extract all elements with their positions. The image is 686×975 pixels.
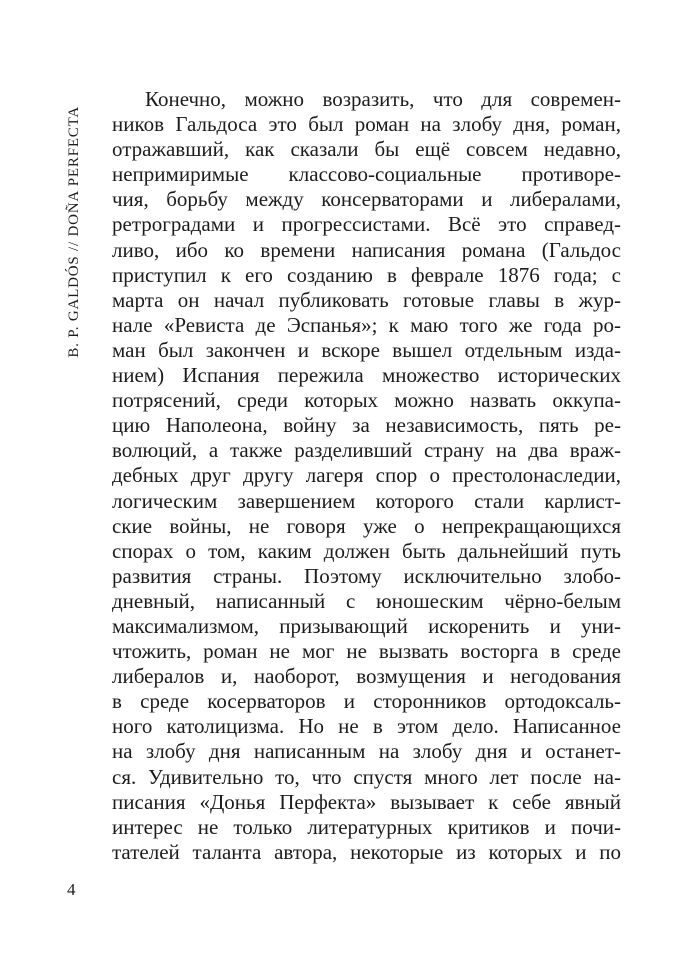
text-line: ного католицизма. Но не в этом дело. Написанное: [112, 714, 621, 739]
text-line: ман был закончен и вскоре вышел отдельным изда-: [112, 337, 621, 362]
text-line: нале «Ревиста де Эспанья»; к маю того же года ро-: [112, 312, 621, 337]
text-line: волюций, а также разделивший страну на два враж-: [112, 438, 621, 463]
text-line: в среде косерваторов и сторонников ортодоксаль-: [112, 689, 621, 714]
text-line: либералов и, наоборот, возмущения и негодования: [112, 664, 621, 689]
text-line: приступил к его созданию в феврале 1876 года; с: [112, 262, 621, 287]
text-line: дневный, написанный с юношеским чёрно-белым: [112, 588, 621, 613]
running-head-text: B. P. GALDÓS // DOÑA PERFECTA: [65, 106, 82, 358]
text-line: нием) Испания пережила множество исторических: [112, 363, 621, 388]
text-line: ся. Удивительно то, что спустя много лет после на-: [112, 764, 621, 789]
text-line: Конечно, можно возразить, что для современ-: [145, 87, 621, 111]
text-line: максимализмом, призывающий искоренить и уни-: [112, 613, 621, 638]
text-line: чия, борьбу между консерваторами и либералами,: [112, 187, 621, 212]
text-line: интерес не только литературных критиков и почи-: [112, 814, 621, 839]
body-text-block: [112, 87, 621, 865]
text-line: развития страны. Поэтому исключительно злобо-: [112, 563, 621, 588]
text-line: тателей таланта автора, некоторые из которых и по: [112, 839, 621, 864]
text-line: чтожить, роман не мог не вызвать восторга в среде: [112, 639, 621, 664]
text-line: логическим завершением которого стали карлист-: [112, 488, 621, 513]
running-head: [58, 93, 90, 371]
text-line: отражавший, как сказали бы ещё совсем недавно,: [112, 137, 621, 162]
page-number: 4: [67, 880, 76, 899]
text-line: ретроградами и прогрессистами. Всё это справед-: [112, 212, 621, 237]
text-line: потрясений, среди которых можно назвать оккупа-: [112, 388, 621, 413]
text-line: марта он начал публиковать готовые главы в жур-: [112, 287, 621, 312]
text-line: непримиримые классово-социальные противоре-: [112, 162, 621, 187]
text-line: цию Наполеона, войну за независимость, пять ре-: [112, 413, 621, 438]
text-line: ские войны, не говоря уже о непрекращающихся: [112, 513, 621, 538]
text-line: писания «Донья Перфекта» вызывает к себе явный: [112, 789, 621, 814]
text-line: спорах о том, каким должен быть дальнейший путь: [112, 538, 621, 563]
text-line: дебных друг другу лагеря спор о престолонаследии,: [112, 463, 621, 488]
text-line: ливо, ибо ко времени написания романа (Гальдос: [112, 237, 621, 262]
text-line: на злобу дня написанным на злобу дня и останет-: [112, 739, 621, 764]
text-line: ников Гальдоса это был роман на злобу дня, роман,: [112, 112, 621, 137]
